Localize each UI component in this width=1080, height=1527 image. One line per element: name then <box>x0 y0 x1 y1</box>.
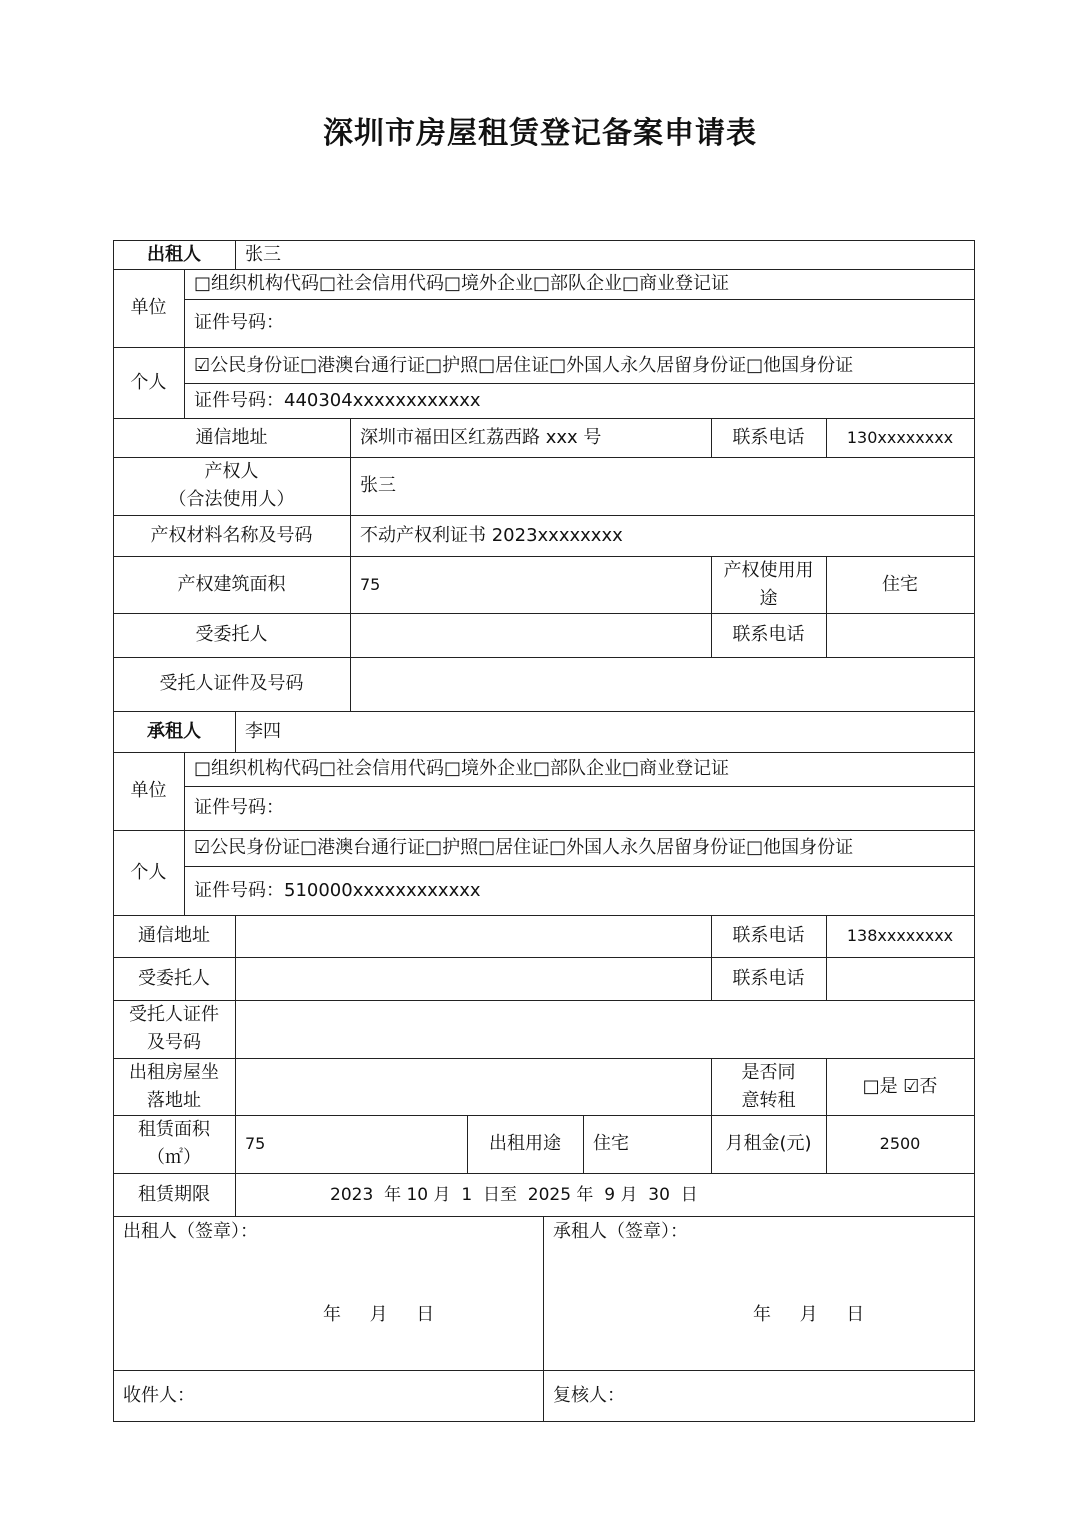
lessor-unit-cert-types[interactable]: □组织机构代码□社会信用代码□境外企业□部队企业□商业登记证 <box>194 273 730 294</box>
monthly-rent-label: 月租金(元) <box>725 1133 812 1154</box>
lessee-unit-block <box>113 752 974 830</box>
lessee-agent-phone-label: 联系电话 <box>732 967 805 989</box>
grid-line <box>113 1058 974 1059</box>
lessor-agent-phone-label: 联系电话 <box>732 624 805 645</box>
grid-line <box>113 418 974 419</box>
lessor-name[interactable]: 张三 <box>245 243 281 265</box>
lessee-agent-id-label <box>113 1000 235 1058</box>
sublet-choice[interactable]: □是 ☑否 <box>862 1075 938 1097</box>
lessee-person-cert-no[interactable]: 证件号码：510000xxxxxxxxxxxx <box>194 879 481 901</box>
lessor-person-cert-types[interactable]: ☑公民身份证□港澳台通行证□护照□居住证□外国人永久居留身份证□他国身份证 <box>194 354 854 376</box>
grid-line <box>113 1173 974 1174</box>
lessee-signature-date[interactable]: 年 月 日 <box>753 1304 865 1325</box>
grid-line <box>113 515 974 516</box>
rental-purpose-label: 出租用途 <box>489 1133 561 1154</box>
lessee-name[interactable]: 李四 <box>245 720 281 742</box>
grid-line <box>113 613 974 614</box>
lessor-unit-cert-no[interactable]: 证件号码： <box>194 312 284 333</box>
lessor-unit-label: 单位 <box>130 297 167 318</box>
border-top <box>113 240 974 241</box>
sublet-label-line1: 是否同 <box>741 1061 796 1083</box>
grid-line <box>113 657 974 658</box>
owner-label-line1: 产权人 <box>204 461 259 482</box>
lessor-unit-block <box>113 269 974 347</box>
rental-period-row <box>113 1173 974 1216</box>
grid-line <box>113 1000 974 1001</box>
grid-line <box>711 556 712 657</box>
grid-line <box>113 556 974 557</box>
grid-line <box>113 457 974 458</box>
lessee-unit-cert-types[interactable]: □组织机构代码□社会信用代码□境外企业□部队企业□商业登记证 <box>194 758 730 779</box>
property-usage-value[interactable]: 住宅 <box>882 573 918 595</box>
lessor-label: 出租人 <box>147 243 201 265</box>
rental-location-value[interactable] <box>235 1058 711 1115</box>
grid-line <box>113 830 974 831</box>
reviewer-label[interactable]: 复核人： <box>553 1384 625 1406</box>
lessor-agent-value[interactable] <box>350 613 711 657</box>
lessor-address-label: 通信地址 <box>195 426 268 448</box>
grid-line <box>711 1058 712 1173</box>
lessor-person-label: 个人 <box>130 371 167 393</box>
grid-line <box>113 752 974 753</box>
lessor-agent-id-row <box>113 657 974 711</box>
rental-location-row <box>113 1058 974 1115</box>
lessor-header-row <box>113 240 974 269</box>
property-doc-label: 产权材料名称及号码 <box>150 524 313 546</box>
grid-line <box>184 269 185 418</box>
receiver-label[interactable]: 收件人： <box>123 1384 195 1406</box>
owner-row <box>113 457 974 515</box>
grid-line <box>235 915 236 1216</box>
grid-line <box>711 915 712 1000</box>
border-right <box>974 240 975 1422</box>
rental-period-label: 租赁期限 <box>138 1183 210 1205</box>
lessor-phone-value[interactable]: 130xxxxxxxx <box>846 427 954 447</box>
application-form-table <box>113 240 974 1421</box>
sublet-label <box>711 1058 826 1115</box>
grid-line <box>711 418 712 457</box>
grid-line <box>113 957 974 958</box>
grid-line <box>113 711 974 712</box>
rental-location-label-line1: 出租房屋坐 <box>129 1061 219 1083</box>
grid-line <box>184 752 185 915</box>
lessor-phone-label: 联系电话 <box>732 426 805 448</box>
lessor-address-value[interactable]: 深圳市福田区红荔西路 xxx 号 <box>360 426 602 448</box>
grid-line <box>113 347 974 348</box>
owner-label-line2: （合法使用人） <box>168 489 295 510</box>
lessee-person-label: 个人 <box>130 861 167 883</box>
lessee-unit-cert-no[interactable]: 证件号码： <box>194 797 284 818</box>
rental-terms-row <box>113 1115 974 1173</box>
grid-line <box>467 1115 468 1173</box>
property-area-value[interactable]: 75 <box>360 574 381 594</box>
grid-line <box>184 299 974 300</box>
rental-area-label <box>113 1115 235 1173</box>
property-area-row <box>113 556 974 613</box>
lessee-agent-value[interactable] <box>235 957 711 1000</box>
grid-line <box>543 1216 544 1421</box>
lessee-phone-value[interactable]: 138xxxxxxxx <box>846 926 954 945</box>
lessor-agent-id-value[interactable] <box>350 657 974 711</box>
lessee-unit-label: 单位 <box>130 780 167 801</box>
property-area-label: 产权建筑面积 <box>177 573 286 595</box>
form-title: 深圳市房屋租赁登记备案申请表 <box>323 116 757 151</box>
property-doc-value[interactable]: 不动产权利证书 2023xxxxxxxx <box>360 524 623 546</box>
border-bottom <box>113 1421 974 1422</box>
grid-line <box>826 556 827 657</box>
owner-label <box>113 457 350 515</box>
lessee-phone-label: 联系电话 <box>732 925 805 946</box>
monthly-rent-value[interactable]: 2500 <box>879 1134 921 1153</box>
grid-line <box>184 786 974 787</box>
grid-line <box>113 269 974 270</box>
lessee-label: 承租人 <box>147 720 201 742</box>
lessor-agent-label: 受委托人 <box>195 624 268 645</box>
property-doc-row <box>113 515 974 556</box>
lessor-agent-id-label: 受托人证件及号码 <box>159 673 304 694</box>
lessee-agent-label: 受委托人 <box>138 967 210 989</box>
lessee-agent-id-label-line2: 及号码 <box>147 1032 201 1053</box>
lessee-agent-id-row <box>113 1000 974 1058</box>
grid-line <box>826 1058 827 1173</box>
lessor-signature-label: 出租人（签章）： <box>123 1221 258 1242</box>
lessee-agent-phone-value[interactable] <box>826 957 974 1000</box>
rental-period-value[interactable]: 2023 年 10 月 1 日至 2025 年 9 月 30 日 <box>330 1184 698 1205</box>
lessee-agent-row <box>113 957 974 1000</box>
lessor-agent-phone-value[interactable] <box>826 613 974 657</box>
rental-location-label-line2: 落地址 <box>147 1089 201 1111</box>
grid-line <box>113 915 974 916</box>
lessee-address-value[interactable] <box>235 915 711 957</box>
rental-area-label-line2: （㎡） <box>147 1147 201 1168</box>
grid-line <box>826 418 827 457</box>
lessor-person-cert-no[interactable]: 证件号码：440304xxxxxxxxxxxx <box>194 390 481 411</box>
property-usage-label: 产权使用用途 <box>723 559 814 609</box>
lessee-person-block <box>113 830 974 915</box>
lessor-address-row <box>113 418 974 457</box>
lessee-header-row <box>113 711 974 752</box>
lessee-signature-label: 承租人（签章）： <box>553 1221 688 1242</box>
sublet-label-line2: 意转租 <box>741 1089 796 1111</box>
grid-line <box>583 1115 584 1173</box>
grid-line <box>826 915 827 1000</box>
rental-location-label <box>113 1058 235 1115</box>
rental-area-value[interactable]: 75 <box>245 1134 266 1153</box>
rental-purpose-value[interactable]: 住宅 <box>593 1133 629 1154</box>
grid-line <box>184 866 974 867</box>
rental-area-label-line1: 租赁面积 <box>138 1119 210 1140</box>
lessee-address-row <box>113 915 974 957</box>
grid-line <box>235 711 236 752</box>
owner-value[interactable]: 张三 <box>360 475 396 496</box>
grid-line <box>350 418 351 711</box>
lessee-person-cert-types[interactable]: ☑公民身份证□港澳台通行证□护照□居住证□外国人永久居留身份证□他国身份证 <box>194 837 854 858</box>
grid-line <box>235 240 236 269</box>
grid-line <box>184 383 974 384</box>
grid-line <box>113 1115 974 1116</box>
lessor-agent-row <box>113 613 974 657</box>
lessee-agent-id-value[interactable] <box>235 1000 974 1058</box>
lessee-agent-id-label-line1: 受托人证件 <box>129 1004 219 1025</box>
lessor-signature-date[interactable]: 年 月 日 <box>323 1304 435 1325</box>
lessee-address-label: 通信地址 <box>138 925 210 946</box>
